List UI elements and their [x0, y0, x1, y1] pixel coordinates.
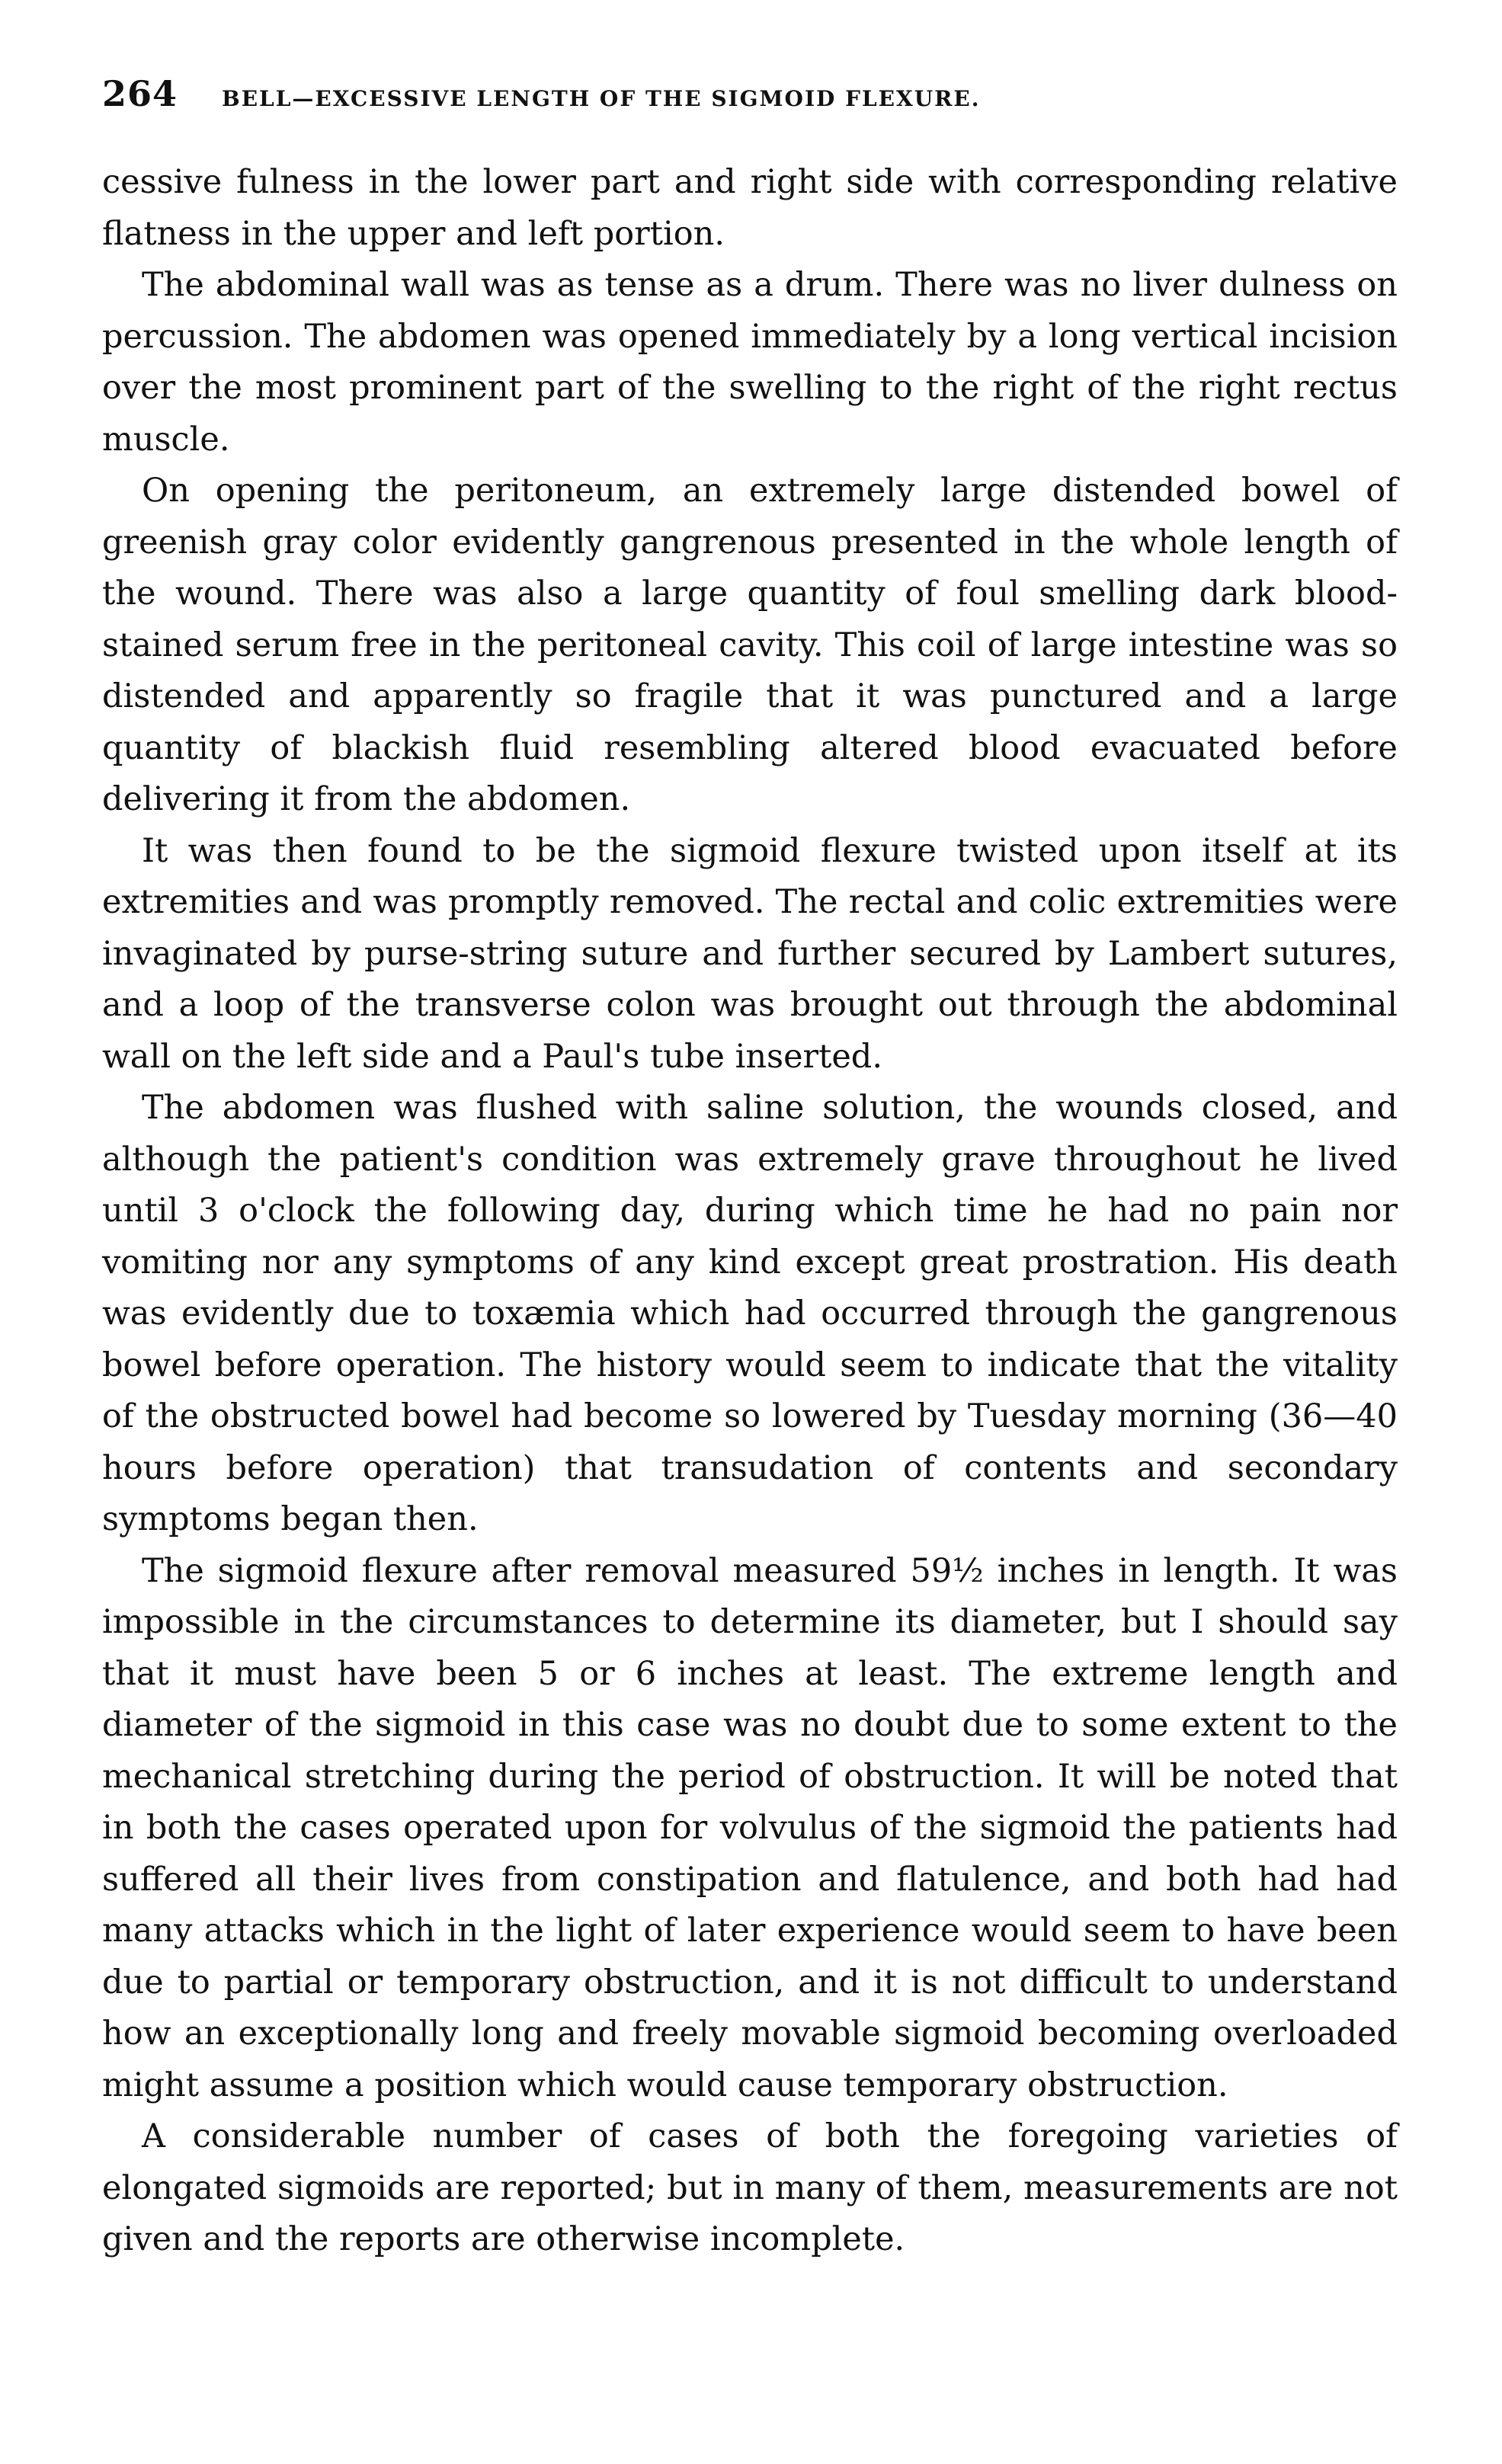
paragraph: It was then found to be the sigmoid flexure twisted upon itself at its extremities and was promptly removed. The rectal and colic extremities were invaginated by purse-string suture and further secured by Lambert sutures, and a loop of the transverse colon was brought out through the abdominal wall on the left side and a Paul's tube inserted.	[102, 831, 1398, 1076]
page	[102, 73, 1398, 2266]
paragraph: On opening the peritoneum, an extremely large distended bowel of greenish gray color evidently gangrenous presented in the whole length of the wound. There was also a large quantity of foul smelling dark blood-stained serum free in the peritoneal cavity. This coil of large intestine was so distended and apparently so fragile that it was punctured and a large quantity of blackish fluid resembling altered blood evacuated before delivering it from the abdomen.	[102, 472, 1398, 818]
body-text	[102, 157, 1398, 2266]
paragraph-continued: cessive fulness in the lower part and right side with corresponding relative flatness in the upper and left portion.	[102, 163, 1398, 253]
running-title: BELL—EXCESSIVE LENGTH OF THE SIGMOID FLEXURE.	[222, 86, 981, 111]
paragraph: A considerable number of cases of both the foregoing varieties of elongated sigmoids are reported; but in many of them, measurements are not given and the reports are otherwise incomplete.	[102, 2117, 1398, 2258]
running-head	[102, 73, 1398, 126]
paragraph: The abdomen was flushed with saline solution, the wounds closed, and although the patient's condition was extremely grave throughout he lived until 3 o'clock the following day, during which time he had no pain nor vomiting nor any symptoms of any kind except great prostration. His death was evidently due to toxæmia which had occurred through the gangrenous bowel before operation. The history would seem to indicate that the vitality of the obstructed bowel had become so lowered by Tuesday morning (36—40 hours before operation) that transudation of contents and secondary symptoms began then.	[102, 1089, 1398, 1538]
page-number: 264	[102, 73, 178, 114]
paragraph: The abdominal wall was as tense as a drum. There was no liver dulness on percussion. The abdomen was opened immediately by a long vertical incision over the most prominent part of the swelling to the right of the right rectus muscle.	[102, 266, 1398, 459]
paragraph: The sigmoid flexure after removal measured 59½ inches in length. It was impossible in the circumstances to determine its diameter, but I should say that it must have been 5 or 6 inches at least. The extreme length and diameter of the sigmoid in this case was no doubt due to some extent to the mechanical stretching during the period of obstruction. It will be noted that in both the cases operated upon for volvulus of the sigmoid the patients had suffered all their lives from constipation and flatulence, and both had had many attacks which in the light of later experience would seem to have been due to partial or temporary obstruction, and it is not difficult to understand how an exceptionally long and freely movable sigmoid becoming overloaded might assume a position which would cause temporary obstruction.	[102, 1551, 1398, 2104]
